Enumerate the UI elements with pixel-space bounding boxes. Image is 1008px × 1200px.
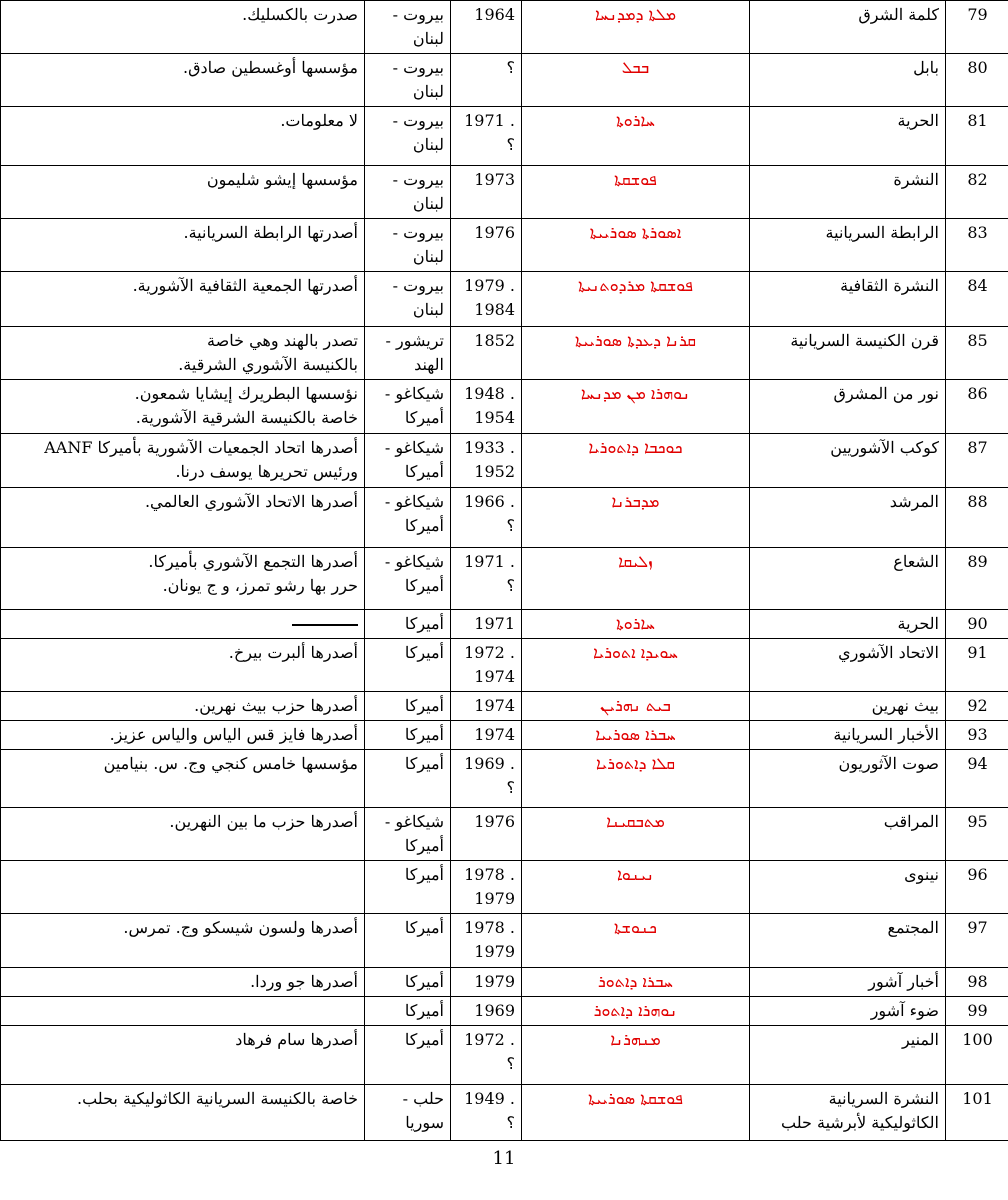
- table-row: [1, 54, 1008, 107]
- row-place: بيروت - لبنان: [365, 166, 451, 219]
- row-number: 85: [946, 327, 1008, 380]
- table-row: [1, 380, 1008, 434]
- table-row: [1, 434, 1008, 488]
- row-year: 1971 . ؟: [451, 107, 522, 166]
- row-arabic-title: نينوى: [750, 861, 946, 914]
- row-year: 1976: [451, 219, 522, 272]
- row-place: أميركا: [365, 968, 451, 997]
- row-place: شيكاغو - أميركا: [365, 488, 451, 548]
- row-place: أميركا: [365, 861, 451, 914]
- publications-table-body: [1, 1, 1008, 1141]
- row-year: 1979 . 1984: [451, 272, 522, 327]
- row-place: أميركا: [365, 692, 451, 721]
- row-place: أميركا: [365, 1026, 451, 1085]
- row-number: 92: [946, 692, 1008, 721]
- row-arabic-title: الاتحاد الآشوري: [750, 639, 946, 692]
- row-number: 87: [946, 434, 1008, 488]
- row-arabic-title: النشرة: [750, 166, 946, 219]
- row-arabic-title: الرابطة السريانية: [750, 219, 946, 272]
- row-number: 99: [946, 997, 1008, 1026]
- table-row: [1, 750, 1008, 808]
- row-year: ؟: [451, 54, 522, 107]
- row-arabic-title: الأخبار السريانية: [750, 721, 946, 750]
- row-place: بيروت - لبنان: [365, 1, 451, 54]
- row-year: 1964: [451, 1, 522, 54]
- row-notes: أصدرتها الجمعية الثقافية الآشورية.: [1, 272, 365, 327]
- row-syriac-title: ܡܕܒܪܢܐ: [522, 488, 750, 548]
- row-place: شيكاغو - أميركا: [365, 380, 451, 434]
- row-year: 1978 . 1979: [451, 861, 522, 914]
- row-arabic-title: أخبار آشور: [750, 968, 946, 997]
- row-arabic-title: نور من المشرق: [750, 380, 946, 434]
- row-arabic-title: كلمة الشرق: [750, 1, 946, 54]
- row-place: بيروت - لبنان: [365, 272, 451, 327]
- row-place: شيكاغو - أميركا: [365, 808, 451, 861]
- row-syriac-title: ܡܠܬܐ ܕܡܕܢܚܐ: [522, 1, 750, 54]
- row-arabic-title: المنير: [750, 1026, 946, 1085]
- row-arabic-title: النشرة الثقافية: [750, 272, 946, 327]
- table-row: [1, 219, 1008, 272]
- row-syriac-title: ܦܘܫܩܬܐ: [522, 166, 750, 219]
- row-number: 89: [946, 548, 1008, 610]
- row-arabic-title: بابل: [750, 54, 946, 107]
- row-number: 90: [946, 610, 1008, 639]
- row-syriac-title: ܚܐܪܘܬܐ: [522, 107, 750, 166]
- table-row: [1, 272, 1008, 327]
- row-year: 1948 . 1954: [451, 380, 522, 434]
- table-row: [1, 488, 1008, 548]
- dash-line: [292, 624, 358, 626]
- row-year: 1969 . ؟: [451, 750, 522, 808]
- row-syriac-title: ܒܝܬ ܢܗܪܝܢ: [522, 692, 750, 721]
- row-notes: صدرت بالكسليك.: [1, 1, 365, 54]
- row-syriac-title: ܚܘܝܕܐ ܐܬܘܪܝܐ: [522, 639, 750, 692]
- row-year: 1966 . ؟: [451, 488, 522, 548]
- row-notes: مؤسسها خامس كنجي وج. س. بنيامين: [1, 750, 365, 808]
- row-year: 1969: [451, 997, 522, 1026]
- row-number: 93: [946, 721, 1008, 750]
- table-row: [1, 861, 1008, 914]
- table-row: [1, 610, 1008, 639]
- table-row: [1, 808, 1008, 861]
- row-notes: نؤسسها البطريرك إيشايا شمعون. خاصة بالكنيسة الشرقية الآشورية.: [1, 380, 365, 434]
- row-notes: أصدرها الاتحاد الآشوري العالمي.: [1, 488, 365, 548]
- table-row: [1, 914, 1008, 968]
- row-number: 101: [946, 1085, 1008, 1141]
- row-notes: أصدرها التجمع الآشوري بأميركا. حرر بها رشو تمرز، و ج يونان.: [1, 548, 365, 610]
- row-number: 81: [946, 107, 1008, 166]
- row-arabic-title: صوت الآثوريون: [750, 750, 946, 808]
- table-row: [1, 721, 1008, 750]
- row-arabic-title: المجتمع: [750, 914, 946, 968]
- row-arabic-title: الحرية: [750, 107, 946, 166]
- table-row: [1, 327, 1008, 380]
- table-row: [1, 639, 1008, 692]
- row-place: بيروت - لبنان: [365, 219, 451, 272]
- row-number: 86: [946, 380, 1008, 434]
- row-number: 100: [946, 1026, 1008, 1085]
- table-row: [1, 997, 1008, 1026]
- row-year: 1971: [451, 610, 522, 639]
- row-syriac-title: ܦܘܫܩܬܐ ܡܪܕܘܬܢܝܬܐ: [522, 272, 750, 327]
- table-row: [1, 692, 1008, 721]
- row-notes: [1, 861, 365, 914]
- row-year: 1972 . ؟: [451, 1026, 522, 1085]
- row-syriac-title: ܡܢܗܪܢܐ: [522, 1026, 750, 1085]
- table-row: [1, 107, 1008, 166]
- row-place: أميركا: [365, 610, 451, 639]
- row-year: 1852: [451, 327, 522, 380]
- row-arabic-title: ضوء آشور: [750, 997, 946, 1026]
- row-syriac-title: ܚܒܪܐ ܣܘܪܝܝܐ: [522, 721, 750, 750]
- row-number: 82: [946, 166, 1008, 219]
- row-syriac-title: ܦܘܫܩܬܐ ܣܘܪܝܝܬܐ: [522, 1085, 750, 1141]
- row-place: شيكاغو - أميركا: [365, 548, 451, 610]
- row-place: أميركا: [365, 750, 451, 808]
- row-number: 88: [946, 488, 1008, 548]
- row-arabic-title: قرن الكنيسة السريانية: [750, 327, 946, 380]
- row-number: 79: [946, 1, 1008, 54]
- row-arabic-title: المراقب: [750, 808, 946, 861]
- row-notes: لا معلومات.: [1, 107, 365, 166]
- table-row: [1, 166, 1008, 219]
- row-year: 1974: [451, 721, 522, 750]
- row-notes: أصدرها ولسون شيسكو وج. تمرس.: [1, 914, 365, 968]
- row-arabic-title: المرشد: [750, 488, 946, 548]
- row-syriac-title: ܙܠܝܩܐ: [522, 548, 750, 610]
- table-row: [1, 968, 1008, 997]
- table-row: [1, 548, 1008, 610]
- row-notes: أصدرها اتحاد الجمعيات الآشورية بأميركا AANF ورئيس تحريرها يوسف درنا.: [1, 434, 365, 488]
- row-notes: أصدرها سام فرهاد: [1, 1026, 365, 1085]
- row-place: أميركا: [365, 997, 451, 1026]
- row-notes: [1, 997, 365, 1026]
- table-row: [1, 1026, 1008, 1085]
- row-year: 1949 . ؟: [451, 1085, 522, 1141]
- row-notes: خاصة بالكنيسة السريانية الكاثوليكية بحلب.: [1, 1085, 365, 1141]
- row-notes: [1, 610, 365, 639]
- row-arabic-title: النشرة السريانية الكاثوليكية لأبرشية حلب: [750, 1085, 946, 1141]
- row-arabic-title: بيث نهرين: [750, 692, 946, 721]
- row-notes: أصدرها فايز قس الياس والياس عزيز.: [1, 721, 365, 750]
- page-number: 11: [492, 1148, 516, 1169]
- row-syriac-title: ܢܘܗܪܐ ܡܢ ܡܕܢܚܐ: [522, 380, 750, 434]
- row-place: حلب - سوريا: [365, 1085, 451, 1141]
- table-row: [1, 1, 1008, 54]
- row-place: شيكاغو - أميركا: [365, 434, 451, 488]
- row-year: 1979: [451, 968, 522, 997]
- row-syriac-title: ܒܒܠ: [522, 54, 750, 107]
- row-syriac-title: ܢܘܗܪܐ ܕܐܬܘܪ: [522, 997, 750, 1026]
- row-number: 83: [946, 219, 1008, 272]
- row-notes: مؤسسها إيشو شليمون: [1, 166, 365, 219]
- row-syriac-title: ܩܠܐ ܕܐܬܘܪܝܐ: [522, 750, 750, 808]
- row-notes: أصدرها ألبرت بيرخ.: [1, 639, 365, 692]
- row-syriac-title: ܡܬܒܩܝܢܐ: [522, 808, 750, 861]
- row-year: 1978 . 1979: [451, 914, 522, 968]
- row-number: 98: [946, 968, 1008, 997]
- row-number: 97: [946, 914, 1008, 968]
- row-year: 1972 . 1974: [451, 639, 522, 692]
- row-arabic-title: الحرية: [750, 610, 946, 639]
- row-year: 1973: [451, 166, 522, 219]
- row-place: أميركا: [365, 914, 451, 968]
- row-number: 80: [946, 54, 1008, 107]
- table-row: [1, 1085, 1008, 1141]
- row-arabic-title: الشعاع: [750, 548, 946, 610]
- row-year: 1976: [451, 808, 522, 861]
- row-notes: أصدرها حزب بيث نهرين.: [1, 692, 365, 721]
- row-syriac-title: ܟܘܟܒܐ ܕܐܬܘܪܝܐ: [522, 434, 750, 488]
- row-number: 94: [946, 750, 1008, 808]
- row-year: 1933 . 1952: [451, 434, 522, 488]
- row-place: أميركا: [365, 721, 451, 750]
- row-notes: تصدر بالهند وهي خاصة بالكنيسة الآشوري الشرقية.: [1, 327, 365, 380]
- row-year: 1971 . ؟: [451, 548, 522, 610]
- row-notes: أصدرها حزب ما بين النهرين.: [1, 808, 365, 861]
- row-place: بيروت - لبنان: [365, 54, 451, 107]
- row-notes: أصدرها جو وردا.: [1, 968, 365, 997]
- row-number: 95: [946, 808, 1008, 861]
- row-place: أميركا: [365, 639, 451, 692]
- row-notes: مؤسسها أوغسطين صادق.: [1, 54, 365, 107]
- row-syriac-title: ܚܐܪܘܬܐ: [522, 610, 750, 639]
- row-syriac-title: ܐܣܘܪܬܐ ܣܘܪܝܝܬܐ: [522, 219, 750, 272]
- row-number: 96: [946, 861, 1008, 914]
- row-syriac-title: ܚܒܪܐ ܕܐܬܘܪ: [522, 968, 750, 997]
- row-notes: أصدرتها الرابطة السريانية.: [1, 219, 365, 272]
- row-arabic-title: كوكب الآشوريين: [750, 434, 946, 488]
- row-place: تريشور - الهند: [365, 327, 451, 380]
- row-number: 84: [946, 272, 1008, 327]
- row-number: 91: [946, 639, 1008, 692]
- row-place: بيروت - لبنان: [365, 107, 451, 166]
- row-syriac-title: ܢܝܢܘܐ: [522, 861, 750, 914]
- row-year: 1974: [451, 692, 522, 721]
- row-syriac-title: ܩܪܢܐ ܕܥܕܬܐ ܣܘܪܝܝܬܐ: [522, 327, 750, 380]
- row-syriac-title: ܟܢܘܫܬܐ: [522, 914, 750, 968]
